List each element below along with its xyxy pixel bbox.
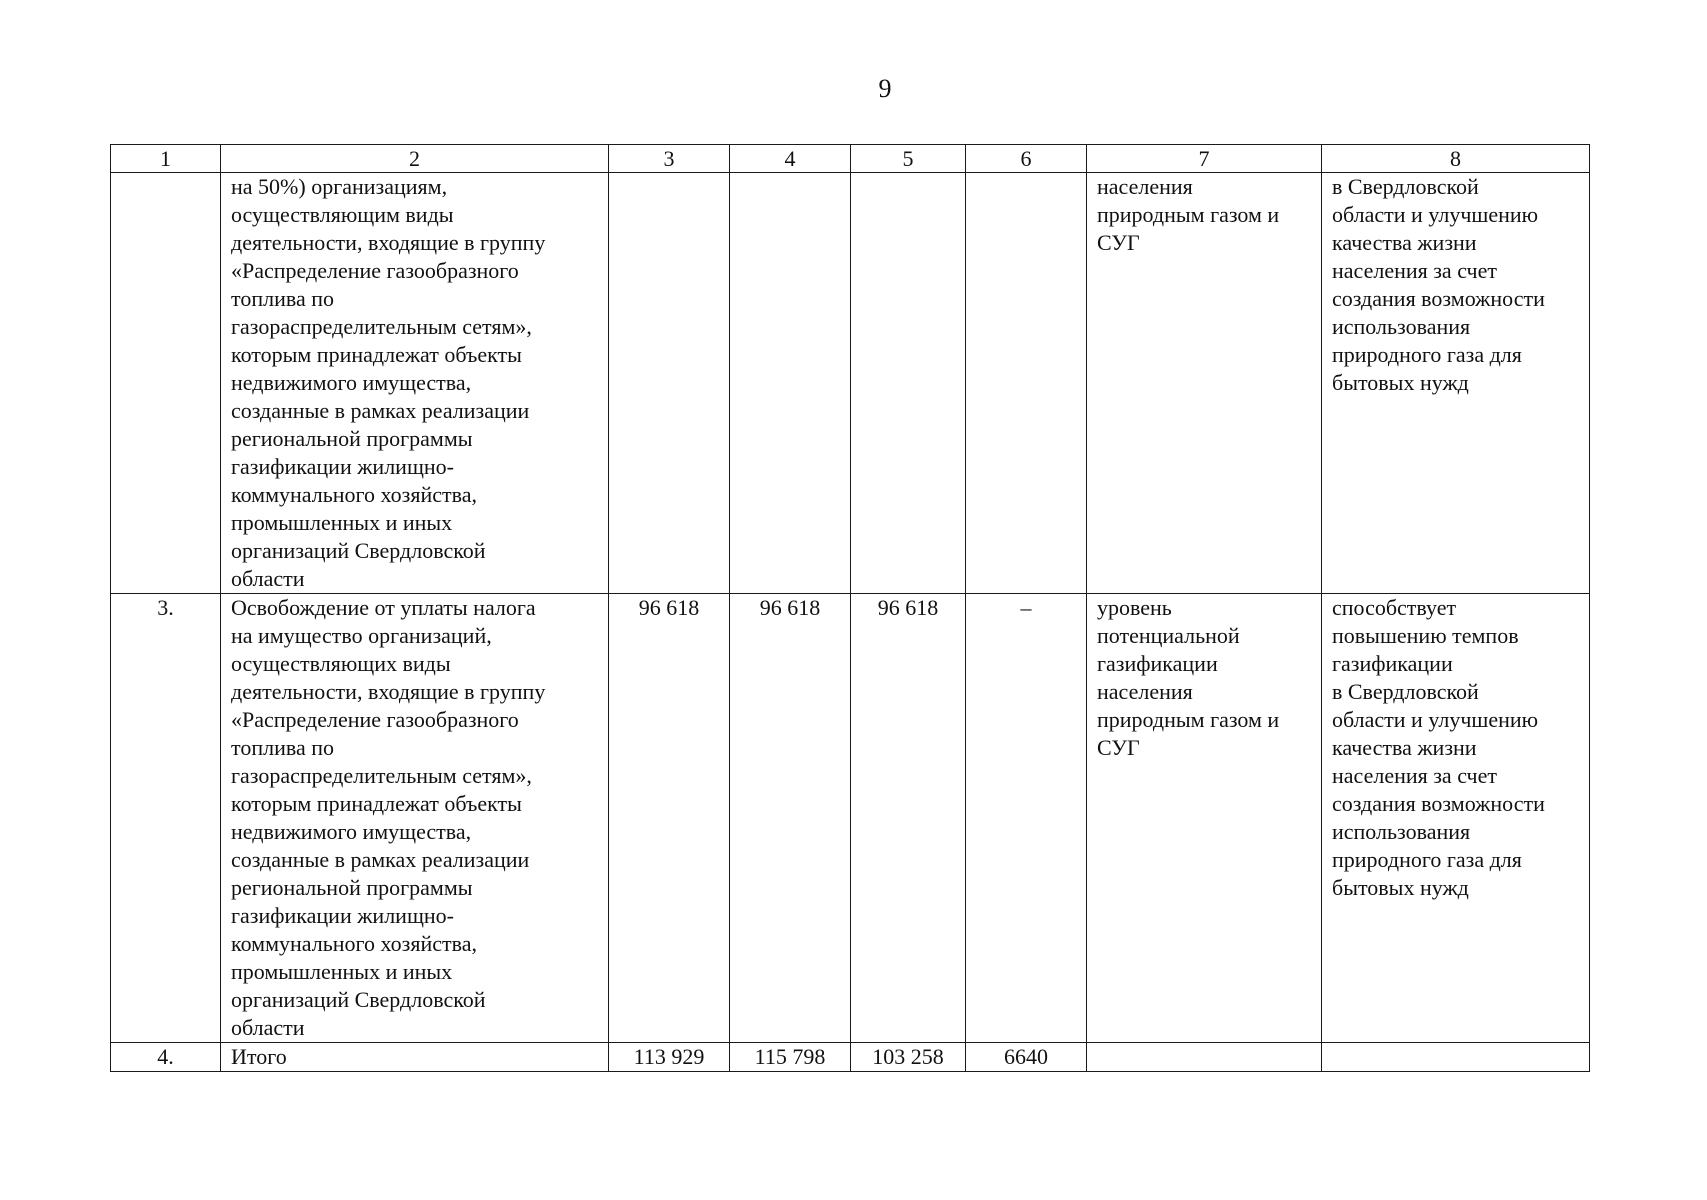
value-cell: – [966,594,1087,1043]
effect-cell: способствует повышению темпов газификации в Свердловской области и улучшению качества жизни населения за счет создания возможности использования природного газа для бытовых нужд [1322,594,1590,1043]
column-header: 3 [609,145,730,173]
description-cell: Освобождение от уплаты налога на имущество организаций, осуществляющих виды деятельности, входящие в группу «Распределение газообразного топлива по газораспределительным сетям», которым принадлежат объекты недвижимого имущества, созданные в рамках реализации региональной программы газификации жилищно- коммунального хозяйства, промышленных и иных организаций Свердловской области [221,594,609,1043]
page-number: 9 [878,74,892,103]
table-row [111,173,1590,594]
data-table [110,144,1590,1072]
table-row [111,594,1590,1043]
column-header: 5 [851,145,966,173]
column-header: 6 [966,145,1087,173]
description-cell: Итого [221,1043,609,1072]
column-header: 7 [1087,145,1322,173]
row-number-cell: 4. [111,1043,221,1072]
total-value-cell: 6640 [966,1043,1087,1072]
value-cell [966,173,1087,594]
header-row [111,145,1590,173]
value-cell: 96 618 [730,594,851,1043]
total-value-cell: 115 798 [730,1043,851,1072]
effect-cell: в Свердловской области и улучшению качества жизни населения за счет создания возможности использования природного газа для бытовых нужд [1322,173,1590,594]
value-cell [730,173,851,594]
value-cell [609,173,730,594]
indicator-cell [1087,1043,1322,1072]
table-row-total [111,1043,1590,1072]
column-header: 4 [730,145,851,173]
column-header: 1 [111,145,221,173]
effect-cell [1322,1043,1590,1072]
indicator-cell: населения природным газом и СУГ [1087,173,1322,594]
indicator-cell: уровень потенциальной газификации населения природным газом и СУГ [1087,594,1322,1043]
value-cell [851,173,966,594]
total-value-cell: 113 929 [609,1043,730,1072]
description-cell: на 50%) организациям, осуществляющим виды деятельности, входящие в группу «Распределение газообразного топлива по газораспределительным сетям», которым принадлежат объекты недвижимого имущества, созданные в рамках реализации региональной программы газификации жилищно- коммунального хозяйства, промышленных и иных организаций Свердловской области [221,173,609,594]
column-header: 8 [1322,145,1590,173]
value-cell: 96 618 [609,594,730,1043]
row-number-cell [111,173,221,594]
column-header: 2 [221,145,609,173]
total-value-cell: 103 258 [851,1043,966,1072]
value-cell: 96 618 [851,594,966,1043]
row-number-cell: 3. [111,594,221,1043]
